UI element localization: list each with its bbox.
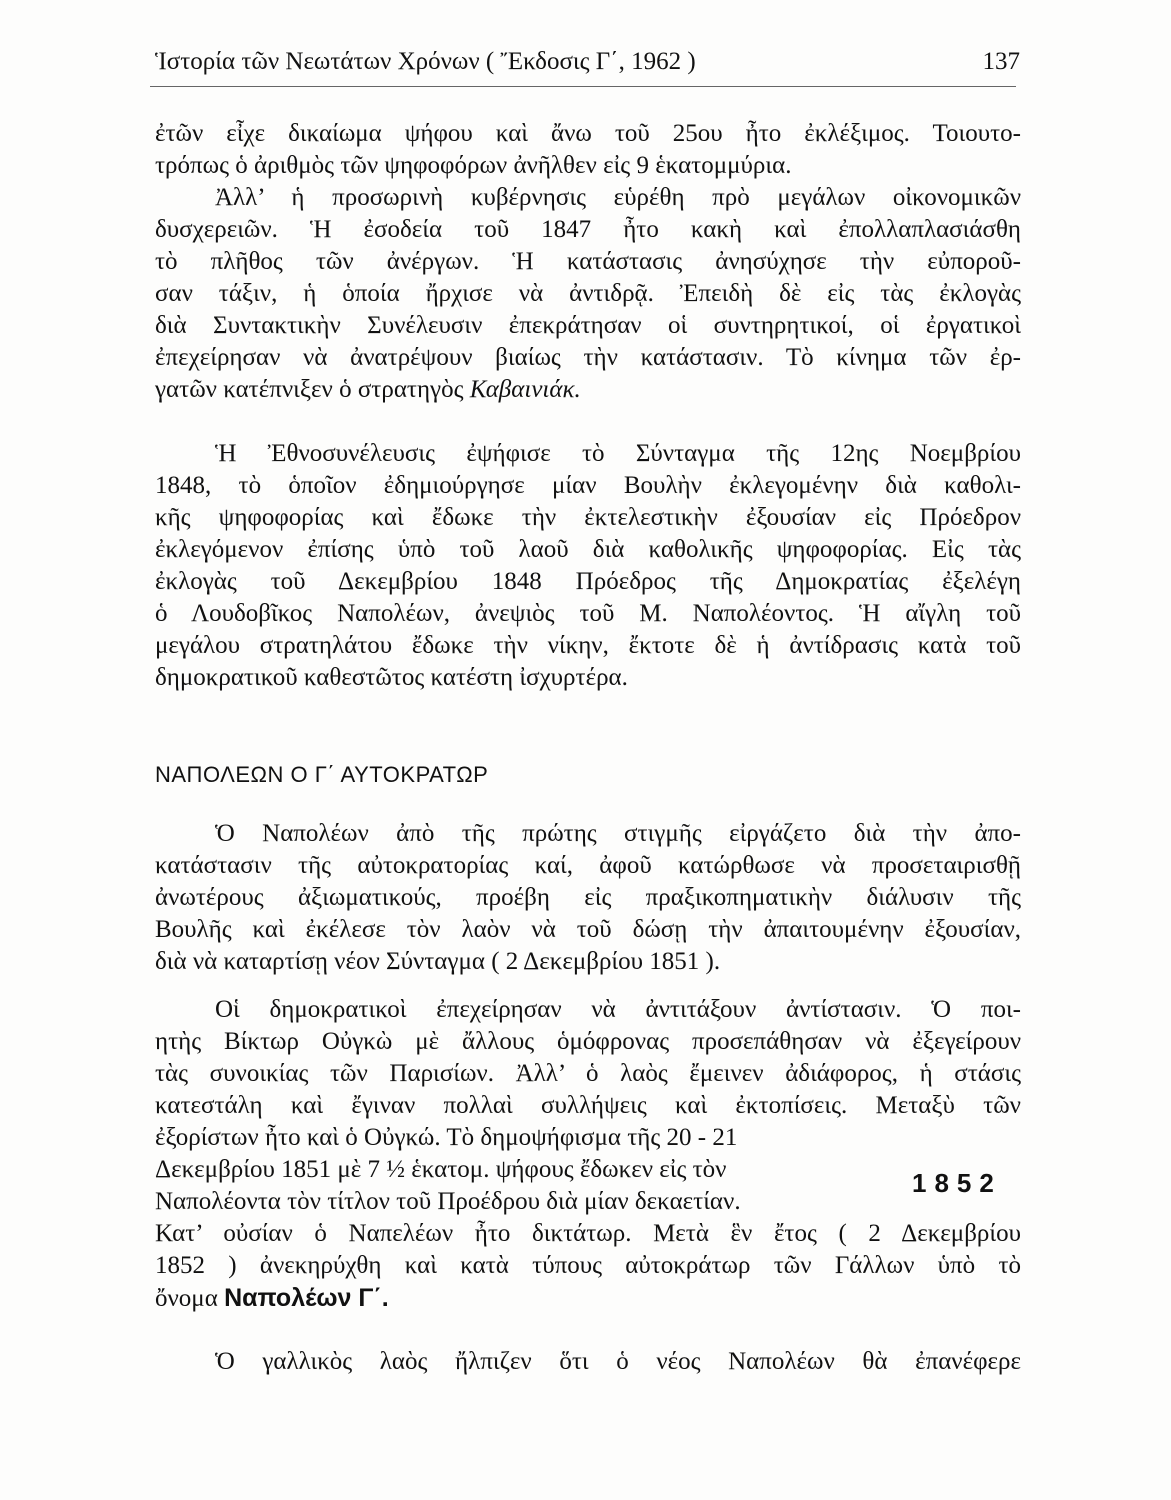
text-line: ἀνωτέρους ἀξιωματικούς, προέβη εἰς πραξικοπηματικὴν διάλυσιν τῆς <box>155 884 1021 911</box>
text-span: ὄνομα <box>155 1285 218 1312</box>
text-line: ἐκλογὰς τοῦ Δεκεμβρίου 1848 Πρόεδρος τῆς Δημοκρατίας ἐξελέγη <box>155 568 1021 595</box>
paragraph-2 <box>155 438 1021 694</box>
text-line: ὁ Λουδοβῖκος Ναπολέων, ἀνεψιὸς τοῦ Μ. Ναπολέοντος. Ἡ αἴγλη τοῦ <box>155 600 1021 627</box>
text-line: Βουλῆς καὶ ἐκέλεσε τὸν λαὸν νὰ τοῦ δώσῃ τὴν ἀπαιτουμένην ἐξουσίαν, <box>155 916 1021 943</box>
text-line: τρόπως ὁ ἀριθμὸς τῶν ψηφοφόρων ἀνῆλθεν εἰς 9 ἑκατομμύρια. <box>155 152 792 179</box>
text-line: δυσχερειῶν. Ἡ ἐσοδεία τοῦ 1847 ἦτο κακὴ καὶ ἐπολλαπλασιάσθη <box>155 216 1021 243</box>
text-line: διὰ νὰ καταρτίσῃ νέον Σύνταγμα ( 2 Δεκεμβρίου 1851 ). <box>155 948 721 975</box>
text-line: Ἀλλ’ ἡ προσωρινὴ κυβέρνησις εὑρέθη πρὸ μεγάλων οἰκονομικῶν <box>215 184 1021 211</box>
text-line: ἐκλεγόμενον ἐπίσης ὑπὸ τοῦ λαοῦ διὰ καθολικῆς ψηφοφορίας. Εἰς τὰς <box>155 536 1021 563</box>
text-line: ἐξορίστων ἦτο καὶ ὁ Οὐγκώ. Τὸ δημοψήφισμα τῆς 20 - 21 <box>155 1124 738 1151</box>
text-line: κατεστάλη καὶ ἔγιναν πολλαὶ συλλήψεις καὶ ἐκτοπίσεις. Μεταξὺ τῶν <box>155 1092 1021 1119</box>
paragraph-1 <box>155 118 1021 406</box>
header-rule <box>150 86 1016 87</box>
paragraph-3 <box>155 818 1021 978</box>
text-line: Ὁ γαλλικὸς λαὸς ἤλπιζεν ὅτι ὁ νέος Ναπολέων θὰ ἐπανέφερε <box>215 1348 1021 1375</box>
text-line: 1848, τὸ ὁποῖον ἐδημιούργησε μίαν Βουλὴν ἐκλεγομένην διὰ καθολι- <box>155 472 1021 499</box>
text-line: Ναπολέοντα τὸν τίτλον τοῦ Προέδρου διὰ μίαν δεκαετίαν. <box>155 1188 741 1215</box>
text-line <box>155 1282 1021 1314</box>
text-line: Ἡ Ἐθνοσυνέλευσις ἐψήφισε τὸ Σύνταγμα τῆς 12ης Νοεμβρίου <box>215 440 1021 467</box>
text-line: Οἱ δημοκρατικοὶ ἐπεχείρησαν νὰ ἀντιτάξουν ἀντίστασιν. Ὁ ποι- <box>215 996 1021 1023</box>
text-line <box>155 374 1021 406</box>
margin-year: 1852 <box>912 1168 1002 1198</box>
paragraph-4 <box>155 994 1021 1314</box>
page-number: 137 <box>982 48 1020 75</box>
running-header <box>155 48 1020 76</box>
text-line: 1852 ) ἀνεκηρύχθη καὶ κατὰ τύπους αὐτοκράτωρ τῶν Γάλλων ὑπὸ τὸ <box>155 1252 1021 1279</box>
text-line: Κατ’ οὐσίαν ὁ Ναπελέων ἦτο δικτάτωρ. Μετὰ ἓν ἔτος ( 2 Δεκεμβρίου <box>155 1220 1021 1247</box>
text-line: Δεκεμβρίου 1851 μὲ 7 ½ ἑκατομ. ψήφους ἔδωκεν εἰς τὸν <box>155 1156 727 1183</box>
text-line: Ὁ Ναπολέων ἀπὸ τῆς πρώτης στιγμῆς εἰργάζετο διὰ τὴν ἀπο- <box>215 820 1021 847</box>
general-name: Καβαινιάκ. <box>469 376 581 403</box>
header-title: Ἱστορία τῶν Νεωτάτων Χρόνων ( Ἔκδοσις Γ΄, 1962 ) <box>155 48 696 75</box>
emperor-name: Ναπολέων Γ΄. <box>224 1284 389 1312</box>
section-title: ΝΑΠΟΛΕΩΝ Ο Γ΄ ΑΥΤΟΚΡΑΤΩΡ <box>155 762 489 787</box>
text-line: τὰς συνοικίας τῶν Παρισίων. Ἀλλ’ ὁ λαὸς ἔμεινεν ἀδιάφορος, ἡ στάσις <box>155 1060 1021 1087</box>
text-line: διὰ Συντακτικὴν Συνέλευσιν ἐπεκράτησαν οἱ συντηρητικοί, οἱ ἐργατικοὶ <box>155 312 1021 339</box>
text-line: σαν τάξιν, ἡ ὁποία ἤρχισε νὰ ἀντιδρᾷ. Ἐπειδὴ δὲ εἰς τὰς ἐκλογὰς <box>155 280 1021 307</box>
text-line: μεγάλου στρατηλάτου ἔδωκε τὴν νίκην, ἔκτοτε δὲ ἡ ἀντίδρασις κατὰ τοῦ <box>155 632 1021 659</box>
text-line: ἐτῶν εἶχε δικαίωμα ψήφου καὶ ἄνω τοῦ 25ου ἦτο ἐκλέξιμος. Τοιουτο- <box>155 120 1021 147</box>
text-line: ητὴς Βίκτωρ Οὐγκὼ μὲ ἄλλους ὁμόφρονας προσεπάθησαν νὰ ἐξεγείρουν <box>155 1028 1021 1055</box>
text-line: τὸ πλῆθος τῶν ἀνέργων. Ἡ κατάστασις ἀνησύχησε τὴν εὐποροῦ- <box>155 248 1021 275</box>
text-line: κῆς ψηφοφορίας καὶ ἔδωκε τὴν ἐκτελεστικὴν ἐξουσίαν εἰς Πρόεδρον <box>155 504 1021 531</box>
text-span: γατῶν κατέπνιξεν ὁ στρατηγὸς <box>155 376 464 403</box>
text-line: κατάστασιν τῆς αὐτοκρατορίας καί, ἀφοῦ κατώρθωσε νὰ προσεταιρισθῇ <box>155 852 1021 879</box>
text-line: δημοκρατικοῦ καθεστῶτος κατέστη ἰσχυρτέρα. <box>155 664 628 691</box>
paragraph-5 <box>155 1346 1021 1378</box>
text-line: ἐπεχείρησαν νὰ ἀνατρέψουν βιαίως τὴν κατάστασιν. Τὸ κίνημα τῶν ἐρ- <box>155 344 1021 371</box>
